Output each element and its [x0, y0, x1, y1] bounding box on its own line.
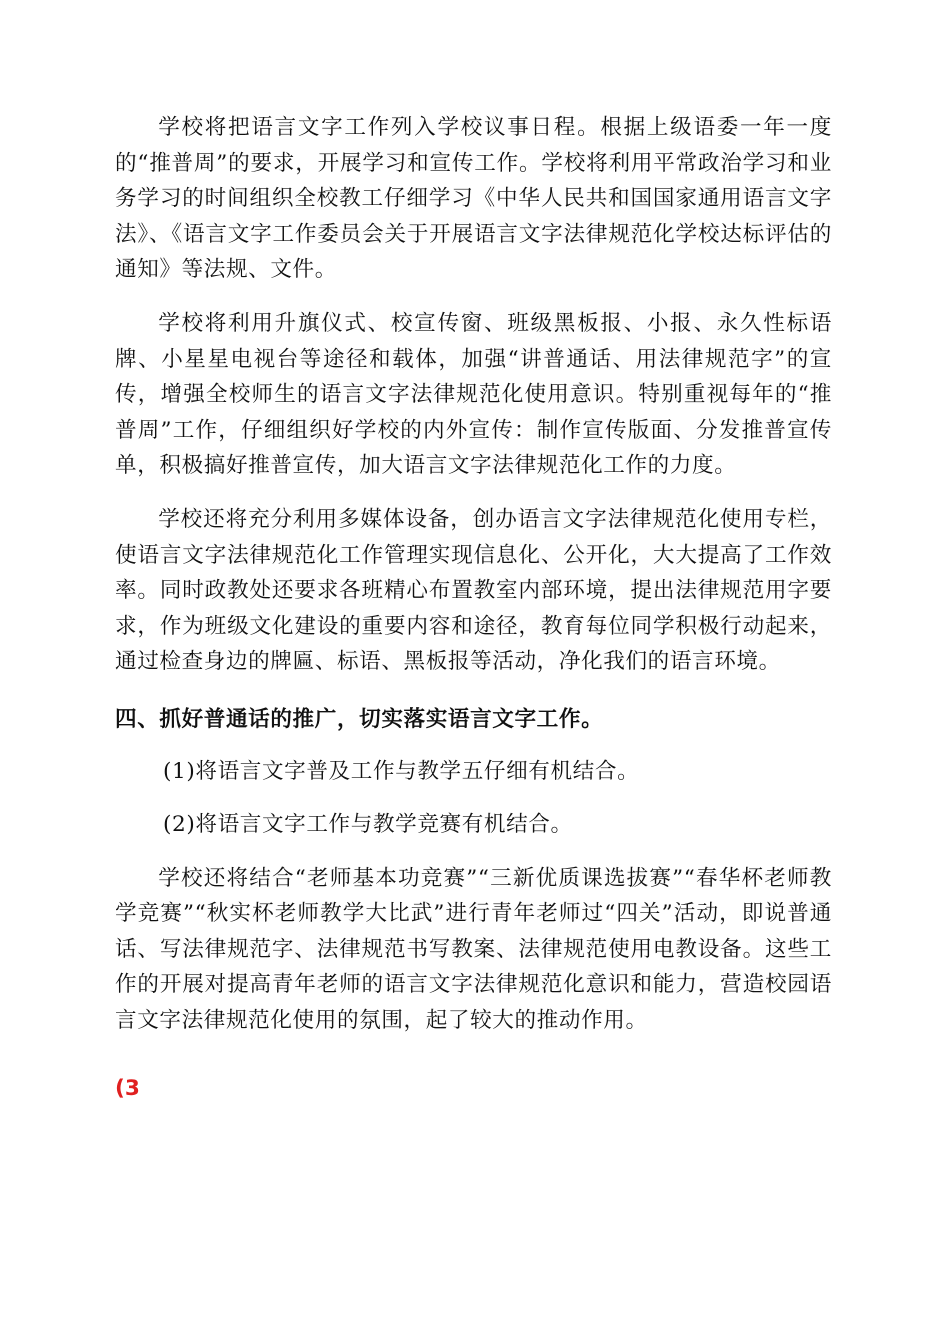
- paragraph-publicity: 学校将利用升旗仪式、校宣传窗、班级黑板报、小报、永久性标语牌、小星星电视台等途径和载体，加强“讲普通话、用法律规范字”的宣传，增强全校师生的语言文字法律规范化使用意识。特别重视每年的“推普周”工作，仔细组织好学校的内外宣传：制作宣传版面、分发推普宣传单，积极搞好推普宣传，加大语言文字法律规范化工作的力度。: [115, 310, 832, 479]
- trailing-item-marker: (3: [115, 1075, 140, 1101]
- list-item-1: (1)将语言文字普及工作与教学五仔细有机结合。: [163, 758, 640, 784]
- list-item-2: (2)将语言文字工作与教学竞赛有机结合。: [163, 812, 573, 838]
- paragraph-teacher-competitions: 学校还将结合“老师基本功竞赛”“三新优质课选拔赛”“春华杯老师教学竞赛”“秋实杯老师教学大比武”进行青年老师过“四关”活动，即说普通话、写法律规范字、法律规范书写教案、法律规范使用电教设备。这些工作的开展对提高青年老师的语言文字法律规范化意识和能力，营造校园语言文字法律规范化使用的氛围，起了较大的推动作用。: [115, 865, 832, 1034]
- paragraph-agenda: 学校将把语言文字工作列入学校议事日程。根据上级语委一年一度的“推普周”的要求，开展学习和宣传工作。学校将利用平常政治学习和业务学习的时间组织全校教工仔细学习《中华人民共和国国家通用语言文字法》、《语言文字工作委员会关于开展语言文字法律规范化学校达标评估的通知》等法规、文件。: [115, 115, 832, 283]
- section-heading-four: 四、抓好普通话的推广，切实落实语言文字工作。: [115, 706, 604, 732]
- paragraph-multimedia: 学校还将充分利用多媒体设备，创办语言文字法律规范化使用专栏，使语言文字法律规范化工作管理实现信息化、公开化，大大提高了工作效率。同时政教处还要求各班精心布置教室内部环境，提出法律规范用字要求，作为班级文化建设的重要内容和途径，教育每位同学积极行动起来，通过检查身边的牌匾、标语、黑板报等活动，净化我们的语言环境。: [115, 506, 832, 675]
